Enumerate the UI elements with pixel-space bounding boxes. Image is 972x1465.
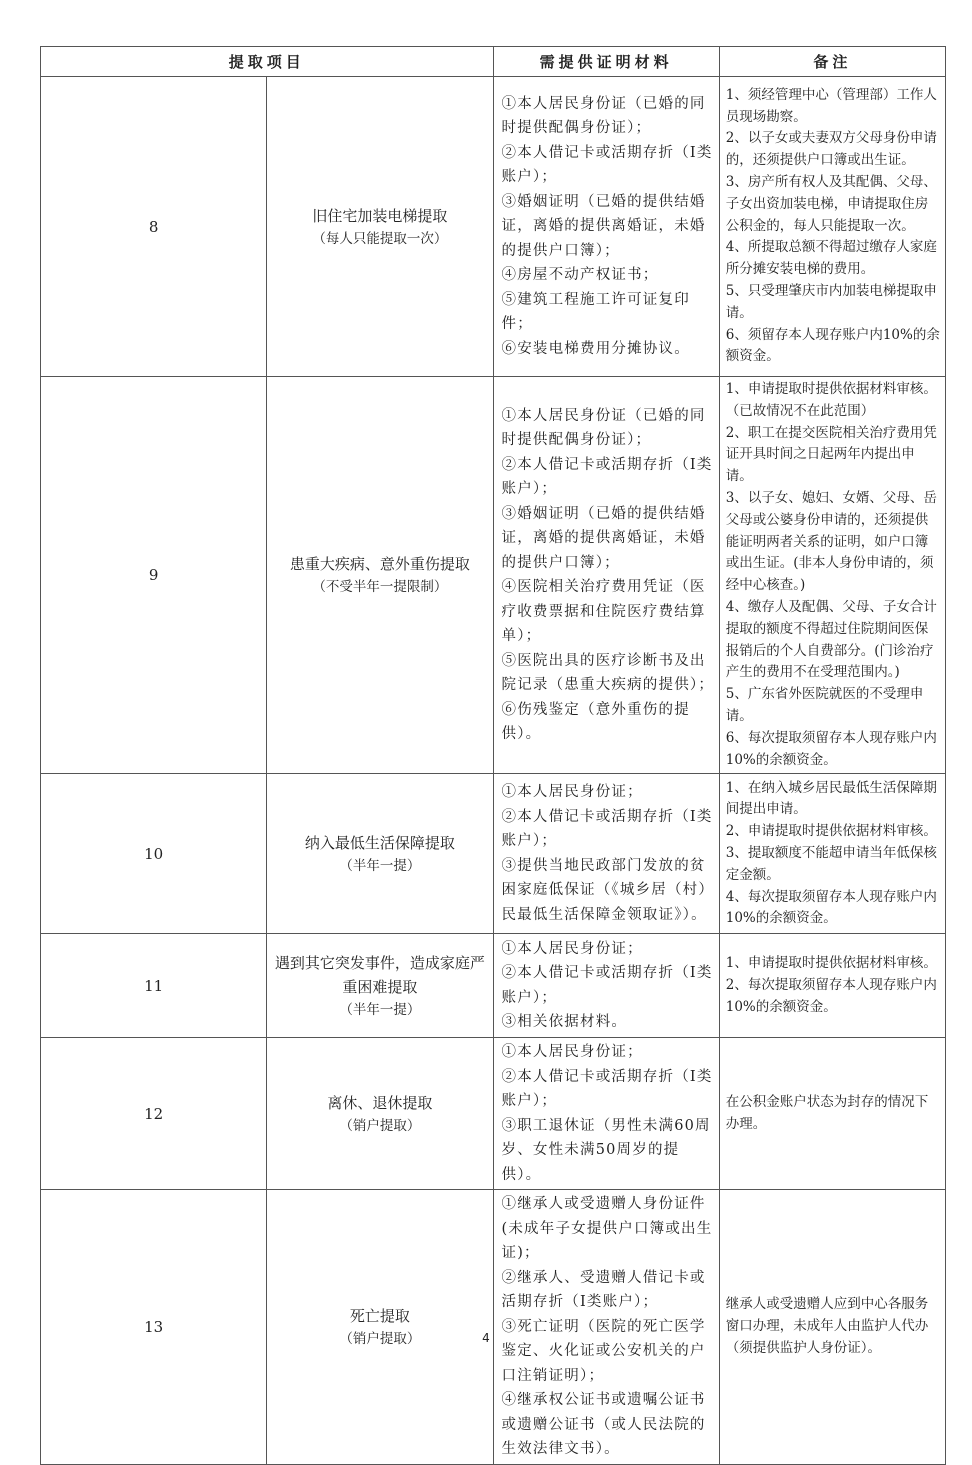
table-row	[41, 1038, 946, 1190]
table-row	[41, 77, 946, 377]
notes	[719, 377, 945, 774]
withdrawal-item-title: 离休、退休提取	[327, 1093, 433, 1112]
material-item: ⑥伤残鉴定（意外重伤的提供）。	[501, 701, 690, 743]
material-item: ③婚姻证明（已婚的提供结婚证，离婚的提供离婚证，未婚的提供户口簿）；	[501, 505, 706, 571]
note-item: 1、在纳入城乡居民最低生活保障期间提出申请。	[725, 779, 937, 818]
withdrawal-item-condition: （半年一提）	[339, 857, 421, 874]
note-item: 1、申请提取时提供依据材料审核。（已故情况不在此范围）	[725, 381, 937, 419]
table-header-row	[41, 47, 946, 77]
withdrawal-item-condition: （每人只能提取一次）	[312, 230, 448, 247]
material-item: ③死亡证明（医院的死亡医学鉴定、火化证或公安机关的户口注销证明）；	[501, 1318, 706, 1384]
note-item: 3、房产所有权人及其配偶、父母、子女出资加装电梯，申请提取住房公积金的，每人只能提取一次。	[725, 174, 937, 234]
required-materials	[493, 774, 719, 934]
material-item: ①本人居民身份证；	[501, 784, 643, 801]
table-row	[41, 934, 946, 1038]
note-item: 1、须经管理中心（管理部）工作人员现场勘察。	[725, 86, 937, 125]
row-number: 12	[41, 1038, 267, 1190]
material-item: ⑥安装电梯费用分摊协议。	[501, 340, 690, 357]
note-item: 3、提取额度不能超申请当年低保核定金额。	[725, 844, 937, 883]
note-item: 4、所提取总额不得超过缴存人家庭所分摊安装电梯的费用。	[725, 239, 937, 278]
required-materials	[493, 77, 719, 377]
withdrawal-item-condition: （销户提取）	[339, 1117, 421, 1134]
withdrawal-item-title: 纳入最低生活保障提取	[304, 833, 455, 852]
withdrawal-item-title: 遇到其它突发事件，造成家庭严重困难提取	[274, 953, 485, 996]
material-item: ③职工退休证（男性未满60周岁、女性未满50周岁的提供）。	[501, 1117, 711, 1183]
note-item: 3、以子女、媳妇、女婿、父母、岳父母或公婆身份申请的，还须提供能证明两者关系的证明，如户口簿或出生证。(非本人身份申请的，须经中心核查。)	[725, 489, 937, 594]
header-item: 提取项目	[41, 47, 494, 77]
note-item: 5、只受理肇庆市内加装电梯提取申请。	[725, 282, 937, 321]
notes	[719, 774, 945, 934]
withdrawal-item-condition: （不受半年一提限制）	[312, 579, 448, 596]
withdrawal-item-title: 患重大疾病、意外重伤提取	[289, 555, 470, 574]
withdrawal-item-title: 旧住宅加装电梯提取	[312, 206, 448, 225]
required-materials	[493, 377, 719, 774]
document-page	[40, 46, 946, 1465]
note-item: 2、以子女或夫妻双方父母身份申请的，还须提供户口簿或出生证。	[725, 130, 937, 169]
note-item: 2、申请提取时提供依据材料审核。	[725, 823, 937, 840]
material-item: ②本人借记卡或活期存折（Ⅰ类账户）；	[501, 965, 713, 1006]
notes	[719, 77, 945, 377]
withdrawal-item-title: 死亡提取	[349, 1307, 410, 1326]
material-item: ⑤建筑工程施工许可证复印件；	[501, 291, 690, 333]
note-item: 2、职工在提交医院相关治疗费用凭证开具时间之日起两年内提出申请。	[725, 424, 937, 485]
material-item: ②本人借记卡或活期存折（Ⅰ类账户）；	[501, 456, 713, 498]
material-item: ④继承权公证书或遗嘱公证书或遗赠公证书（或人民法院的生效法律文书）。	[501, 1392, 706, 1458]
material-item: ②继承人、受遗赠人借记卡或活期存折（Ⅰ类账户）；	[501, 1269, 706, 1311]
note-item: 6、每次提取须留存本人现存账户内10%的余额资金。	[725, 729, 937, 768]
table-row	[41, 1190, 946, 1465]
material-item: ③提供当地民政部门发放的贫困家庭低保证（《城乡居（村）民最低生活保障金领取证》）。	[501, 857, 715, 923]
page-number: 4	[482, 1331, 490, 1345]
withdrawal-item-condition: （销户提取）	[339, 1331, 421, 1348]
table-row	[41, 377, 946, 774]
withdrawal-item-condition: （半年一提）	[339, 1001, 421, 1018]
note-item: 2、每次提取须留存本人现存账户内10%的余额资金。	[725, 976, 937, 1015]
required-materials	[493, 1038, 719, 1190]
row-number: 8	[41, 77, 267, 377]
required-materials	[493, 934, 719, 1038]
material-item: ②本人借记卡或活期存折（Ⅰ类账户）；	[501, 1068, 713, 1110]
header-materials: 需提供证明材料	[493, 47, 719, 77]
notes	[719, 1190, 945, 1465]
notes	[719, 934, 945, 1038]
material-item: ⑤医院出具的医疗诊断书及出院记录（患重大疾病的提供）；	[501, 652, 715, 694]
withdrawal-item	[267, 774, 493, 934]
material-item: ①继承人或受遗赠人身份证件(未成年子女提供户口簿或出生证)；	[501, 1196, 713, 1262]
notes	[719, 1038, 945, 1190]
withdrawal-item	[267, 77, 493, 377]
material-item: ①本人居民身份证（已婚的同时提供配偶身份证）；	[501, 95, 706, 137]
material-item: ②本人借记卡或活期存折（Ⅰ类账户）；	[501, 144, 713, 186]
note-item: 4、缴存人及配偶、父母、子女合计提取的额度不得超过住院期间医保报销后的个人自费部分。(门诊治疗产生的费用不在受理范围内。)	[725, 598, 937, 681]
withdrawal-item	[267, 934, 493, 1038]
material-item: ①本人居民身份证；	[501, 940, 643, 957]
material-item: ③相关依据材料。	[501, 1014, 628, 1031]
note-item: 在公积金账户状态为封存的情况下办理。	[725, 1094, 929, 1132]
note-item: 5、广东省外医院就医的不受理申请。	[725, 686, 924, 724]
header-notes: 备注	[719, 47, 945, 77]
material-item: ③婚姻证明（已婚的提供结婚证，离婚的提供离婚证，未婚的提供户口簿）；	[501, 193, 706, 259]
withdrawal-item	[267, 1038, 493, 1190]
material-item: ②本人借记卡或活期存折（Ⅰ类账户）；	[501, 808, 713, 850]
note-item: 4、每次提取须留存本人现存账户内10%的余额资金。	[725, 888, 937, 927]
material-item: ④房屋不动产权证书；	[501, 267, 659, 284]
material-item: ④医院相关治疗费用凭证（医疗收费票据和住院医疗费结算单）；	[501, 579, 706, 645]
table-row	[41, 774, 946, 934]
withdrawal-requirements-table	[40, 46, 946, 1465]
note-item: 6、须留存本人现存账户内10%的余额资金。	[725, 326, 940, 365]
withdrawal-item	[267, 377, 493, 774]
row-number: 9	[41, 377, 267, 774]
withdrawal-item	[267, 1190, 493, 1465]
note-item: 1、申请提取时提供依据材料审核。	[725, 955, 937, 972]
row-number: 11	[41, 934, 267, 1038]
row-number: 10	[41, 774, 267, 934]
note-item: 继承人或受遗赠人应到中心各服务窗口办理，未成年人由监护人代办（须提供监护人身份证）。	[725, 1296, 929, 1356]
required-materials	[493, 1190, 719, 1465]
material-item: ①本人居民身份证（已婚的同时提供配偶身份证）；	[501, 407, 706, 449]
material-item: ①本人居民身份证；	[501, 1044, 643, 1061]
row-number: 13	[41, 1190, 267, 1465]
